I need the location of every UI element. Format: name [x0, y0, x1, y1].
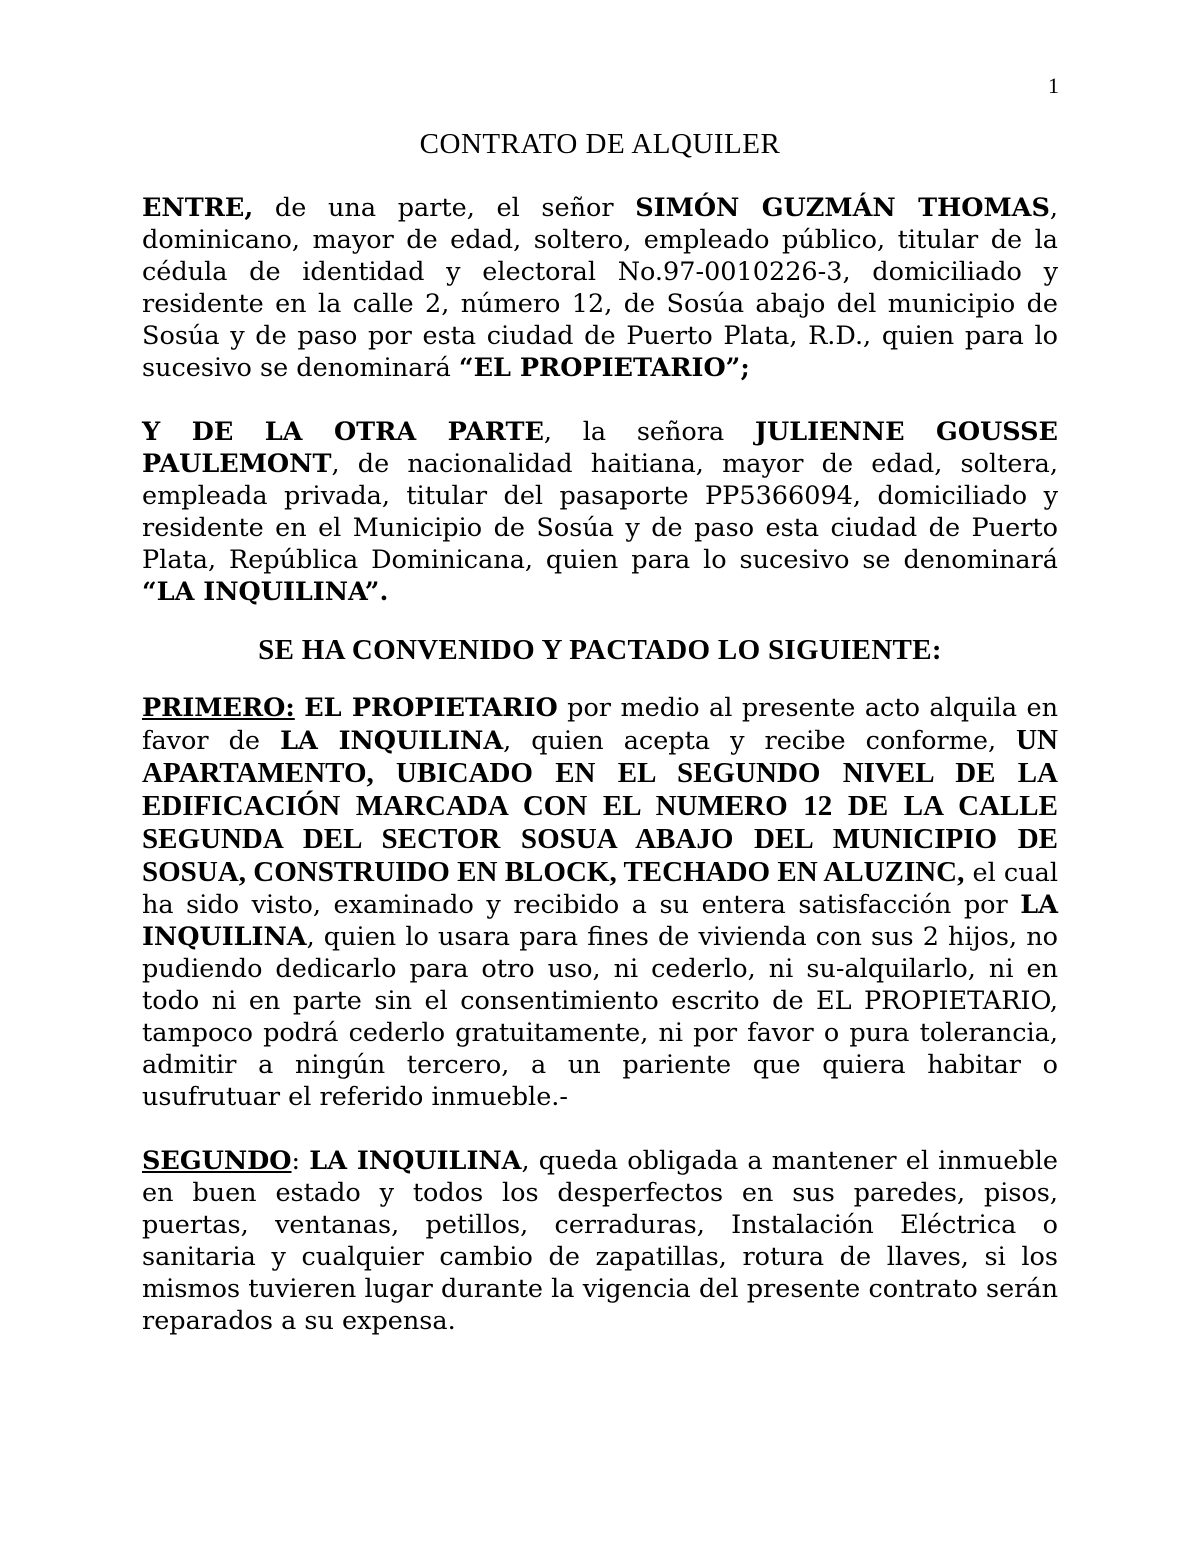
clause-primero: [142, 692, 1058, 1113]
entre-text-2: , dominicano, mayor de edad, soltero, empleado público, titular de la cédula de identidad y electoral No.97-0010226-3, domiciliado y residente en la calle 2, número 12, de Sosúa abajo del municipio de Sosúa y de paso por esta ciudad de Puerto Plata, R.D., quien para lo sucesivo se denominará: [142, 193, 1058, 383]
primero-text-0: [295, 693, 304, 723]
segundo-bold-1: LA INQUILINA: [309, 1146, 522, 1176]
otra-parte-text-1: , la señora: [543, 417, 755, 447]
document-title: CONTRATO DE ALQUILER: [419, 128, 781, 160]
primero-text-1: por medio al presente acto alquila en favor de: [142, 693, 1059, 756]
owner-name: SIMÓN GUZMÁN THOMAS: [635, 193, 1050, 223]
segundo-text-0: :: [291, 1146, 310, 1176]
owner-alias: “EL PROPIETARIO”;: [458, 353, 750, 383]
primero-bold-1: EL PROPIETARIO: [304, 693, 558, 723]
primero-text-4: , quien lo usara para fines de vivienda con sus 2 hijos, no pudiendo dedicarlo para otro uso, ni cederlo, ni su-alquilarlo, ni en todo ni en parte sin el consentimiento escrito de EL PROPIETARIO, tampoco podrá cederlo gratuitamente, ni por favor o pura tolerancia, admitir a ningún tercero, a un pariente que quiera habitar o usufrutuar el referido inmueble.-: [142, 922, 1058, 1112]
paragraph-tenant: [142, 416, 1058, 608]
tenant-alias: “LA INQUILINA”.: [142, 577, 389, 607]
primero-bold-2: LA INQUILINA: [280, 726, 504, 756]
tenant-name: JULIENNE GOUSSE PAULEMONT: [142, 417, 1058, 479]
clause-segundo: [142, 1145, 1058, 1337]
primero-label: PRIMERO:: [142, 693, 295, 723]
page-number: 1: [1048, 73, 1059, 98]
otra-parte-text-2: , de nacionalidad haitiana, mayor de edad, soltera, empleada privada, titular del pasaporte PP5366094, domiciliado y residente en el Municipio de Sosúa y de paso esta ciudad de Puerto Plata, República Dominicana, quien para lo sucesivo se denominará: [142, 449, 1058, 575]
primero-text-2: , quien acepta y recibe conforme,: [503, 726, 1017, 756]
primero-text-3: el cual ha sido visto, examinado y recibido a su entera satisfacción por: [142, 858, 1058, 920]
paragraph-owner: [142, 192, 1058, 384]
property-description: UN APARTAMENTO, UBICADO EN EL SEGUNDO NIVEL DE LA EDIFICACIÓN MARCADA CON EL NUMERO 12 DE LA CALLE SEGUNDA DEL SECTOR SOSUA ABAJO DEL MUNICIPIO DE SOSUA, CONSTRUIDO EN BLOCK, TECHADO EN ALUZINC,: [142, 724, 1058, 888]
otra-parte-label: Y DE LA OTRA PARTE: [142, 417, 544, 447]
primero-bold-4: LA INQUILINA: [142, 890, 1058, 952]
entre-label: ENTRE,: [142, 193, 254, 223]
segundo-text-1: , queda obligada a mantener el inmueble en buen estado y todos los desperfectos en sus paredes, pisos, puertas, ventanas, petillos, cerraduras, Instalación Eléctrica o sanitaria y cualquier cambio de zapatillas, rotura de llaves, si los mismos tuvieren lugar durante la vigencia del presente contrato serán reparados a su expensa.: [142, 1146, 1058, 1336]
segundo-label: SEGUNDO: [142, 1146, 292, 1176]
section-title: SE HA CONVENIDO Y PACTADO LO SIGUIENTE:: [258, 634, 942, 666]
entre-text-1: de una parte, el señor: [253, 193, 636, 223]
contract-body: [142, 126, 1058, 1337]
